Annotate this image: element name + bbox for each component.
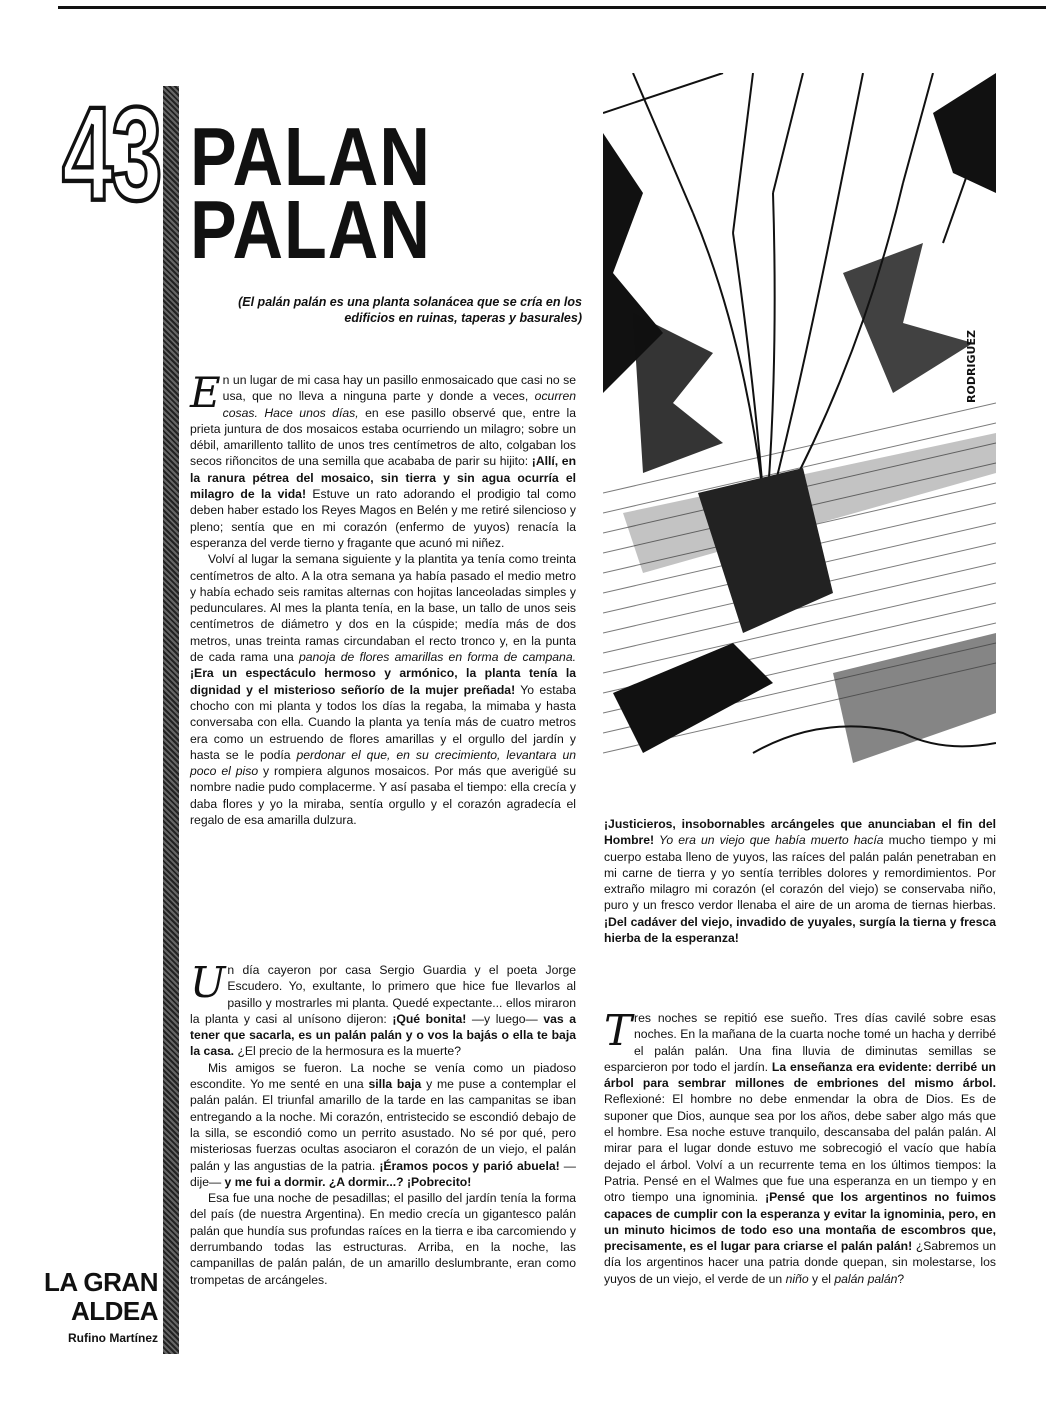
illustration-signature: RODRIGUEZ xyxy=(965,330,978,403)
column-name-line-1: LA GRAN xyxy=(44,1267,158,1297)
author-name: Rufino Martínez xyxy=(68,1331,158,1345)
article-title xyxy=(190,110,570,276)
paragraph: ¡Justicieros, insobornables arcángeles que anunciaban el fin del Hombre! Yo era un viejo que había muerto hacía mucho tiempo y mi cuerpo estaba lleno de yuyos, las raíces del palán palán penetraban en mi carne de tierra y yo sentía terribles dolores y remordimientos. Por extraño milagro mi corazón (el corazón del viejo) se conservaba niño, puro y un fresco verdor llenaba el aire de un aroma de tiernas hierbas. ¡Del cadáver del viejo, invadido de yuyales, surgía la tierna y fresca hierba de la esperanza! xyxy=(604,817,996,946)
paragraph: Tres noches se repitió ese sueño. Tres días cavilé sobre esas noches. En la mañana de la cuarta noche tomé un hacha y derribé el palán palán. Una fina lluvia de diminutas semillas se esparcieron por todo el jardín. La enseñanza era evidente: derribé un árbol para sembrar millones de embriones del mismo árbol. Reflexioné: El hombre no debe enmendar la obra de Dios. Es de suponer que Dios, aunque sea por los años, debe saber algo más que el hombre. Esa noche estuve tranquilo, descansaba del palán palán. Al mirar para el lugar donde estuvo me sobrecogió el vacío que había dejado el árbol. Volví a un recurrente tema en los últimos tiempos: la Patria. Pensé en el Walmes que fue una esperanza en un tiempo y en otro tiempo una ignominia. ¡Pensé que los argentinos no fuimos capaces de cumplir con la esperanza y evitar la ignominia, pero, en un minuto hicimos de todo eso una montaña de escombros que, precisamente, es el lugar para criarse el palán palán! ¿Sabremos un día los argentinos hacer una patria donde quepan, sin molestarse, los yuyos de un viejo, el verde de un niño y el palán palán? xyxy=(604,1006,997,1286)
article-subtitle: (El palán palán es una planta solanácea que se cría en los edificios en ruinas, taperas y basurales) xyxy=(238,295,582,325)
article-column-left-top xyxy=(190,368,577,828)
drop-cap: T xyxy=(604,1006,633,1055)
title-line-1: PALAN xyxy=(190,110,431,203)
article-column-right-bottom xyxy=(604,1006,997,1287)
article-column-right-top xyxy=(604,816,996,946)
paragraph: Volví al lugar la semana siguiente y la plantita ya tenía como treinta centímetros de alto. A la otra semana ya había pasado el medio metro y había echado seis ramitas alternas con hojitas lanceoladas simples y pedunculares. Al mes la planta tenía, en la base, un tallo de unos seis centímetros de diámetro y dos en la cúspide; medía más de dos metros, unas treinta ramas circundaban el recto tronco y, en la punta de cada rama una panoja de flores amarillas en forma de campana. ¡Era un espectáculo hermoso y armónico, la planta tenía la dignidad y el misterioso señorío de la mujer preñada! Yo estaba chocho con mi planta y todos los días la regaba, la mimaba y hasta conversaba con ella. Cuando la planta ya tenía más de cuatro metros era como un estruendo de flores amarillas y el orgullo del jardín y hasta se le podía perdonar el que, en su crecimiento, levantara un poco el piso y rompiera algunos mosaicos. Por más que averigüé su nombre nadie pudo complacerme. Y así pasaba el tiempo: ella crecía y daba flores y yo la miraba, sentía orgullo y el corazón agradecía el regalo de esa amarilla dulzura. xyxy=(190,552,577,828)
chapter-number: 43 xyxy=(62,80,161,229)
article-column-left-bottom xyxy=(190,958,577,1288)
column-name xyxy=(36,1268,158,1326)
paragraph: Esa fue una noche de pesadillas; el pasillo del jardín tenía la forma del país (de nuestra Argentina). En medio crecía un gigantesco palán palán que hundía sus profundas raíces en la tierra e iba carcomiendo y derrumbando todas las estructuras. Arriba, en la noche, las campanillas de palán palán, de un amarillo deslumbrante, eran como trompetas de arcángeles. xyxy=(190,1191,576,1287)
paragraph: En un lugar de mi casa hay un pasillo enmosaicado que casi no se usa, que no lleva a ninguna parte y donde a veces, ocurren cosas. Hace unos días, en ese pasillo observé que, entre la prieta juntura de dos mosaicos estaba ocurriendo un milagro; sobre un débil, amarillento tallito de unos tres centímetros de alto, colgaban los secos riñoncitos de una semilla que acababa de parir su hijito: ¡Allí, en la ranura pétrea del mosaico, sin tierra y sin agua ocurría el milagro de la vida! Estuve un rato adorando el prodigio tal como deben haber estado los Reyes Magos en Belén y me retiré silencioso y pleno; sentía que en mi corazón (enfermo de yuyos) renacía la esperanza del verde tierno y fragante que acunó mi niñez. xyxy=(190,368,577,550)
title-line-2: PALAN xyxy=(190,183,431,276)
paragraph: Mis amigos se fueron. La noche se venía como un piadoso escondite. Yo me senté en una silla baja y me puse a contemplar el palán palán. El triunfal amarillo de la tarde en las campanitas se iban entregando a la noche. Mi corazón, entristecido se escondió debajo de la silla, se escondió como un perrito asustado. No sé por qué, pero misteriosas fuerzas ocultas asociaron el corazón de un viejo, el palán palán y las angustias de la patria. ¡Éramos pocos y parió abuela! —dije— y me fui a dormir. ¿A dormir...? ¡Pobrecito! xyxy=(190,1060,577,1189)
drop-cap: U xyxy=(190,958,226,1007)
article-illustration xyxy=(603,73,996,773)
drop-cap: E xyxy=(190,368,221,417)
paragraph: Un día cayeron por casa Sergio Guardia y el poeta Jorge Escudero. Yo, exultante, lo primero que hice fue llevarlos al pasillo y mostrarles mi planta. Quedé expectante... ellos miraron la planta y casi al unísono dijeron: ¡Qué bonita! —y luego— vas a tener que sacarla, es un palán palán y o vos la bajás o ella te baja la casa. ¿El precio de la hermosura es la muerte? xyxy=(190,958,577,1059)
decorative-side-bar xyxy=(163,86,179,1354)
column-name-line-2: ALDEA xyxy=(70,1296,158,1326)
top-rule xyxy=(58,6,1046,9)
